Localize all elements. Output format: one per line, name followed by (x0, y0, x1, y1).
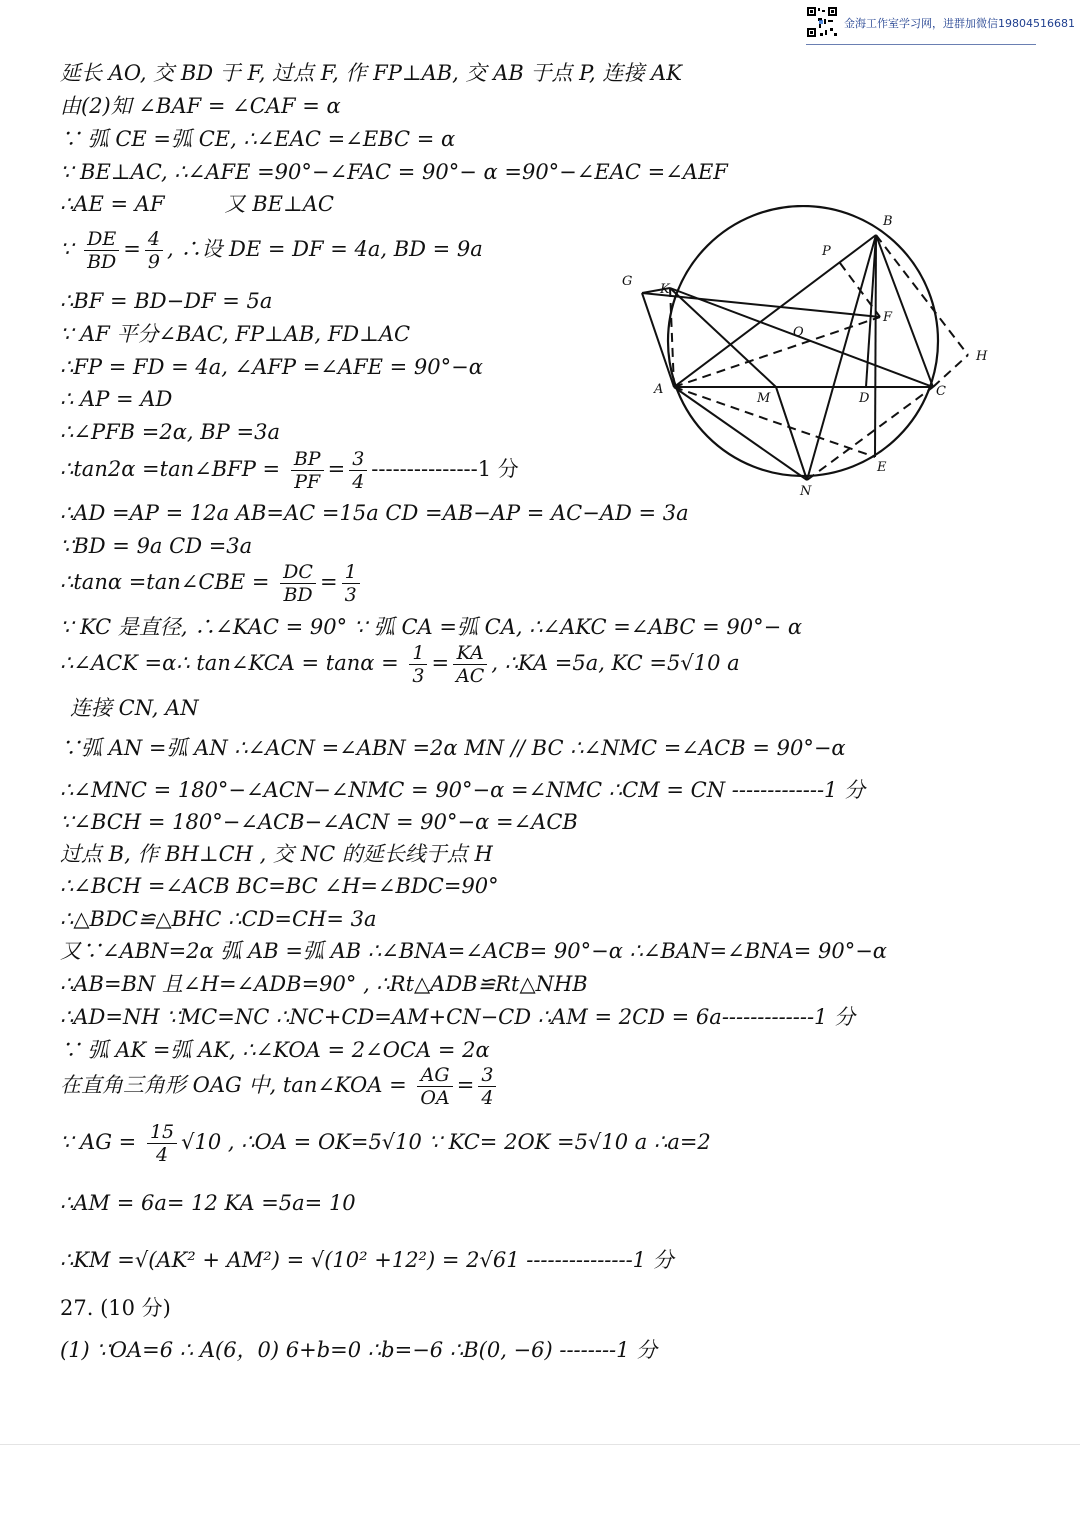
line-25: 又∵∠ABN=2α 弧 AB =弧 AB ∴∠BNA=∠ACB= 90°−α ∴∠BAN=∠BNA= 90°−α (60, 939, 887, 963)
fraction-bp-pf: $\frac{BP}{PF}$ (291, 448, 324, 493)
fraction-ka-ac: $\frac{KA}{AC}$ (453, 642, 487, 687)
label-k: K (660, 282, 670, 297)
header-text: 金海工作室学习网，进群加微信19804516681 (844, 17, 1075, 30)
label-f: F (883, 310, 893, 325)
fraction-de-bd: $\frac{DE}{BD}$ (84, 228, 119, 273)
line-26: ∴AB=BN 且∠H=∠ADB=90° , ∴Rt△ADB≌Rt△NHB (60, 972, 588, 996)
line-an (674, 387, 807, 480)
line-km (670, 288, 776, 387)
line-3: ∵ 弧 CE =弧 CE, ∴∠EAC =∠EBC = α (60, 127, 456, 151)
label-o: O (793, 325, 804, 340)
header-watermark (806, 6, 1075, 42)
line-bh-dashed (876, 235, 968, 355)
line-19: ∵弧 AN =弧 AN ∴∠ACN =∠ABN =2α MN // BC ∴∠NMC =∠ACB = 90°−α (60, 736, 846, 760)
line-15: ∴tanα =tan∠CBE = $\frac{DC}{BD}$ = $\frac{1}{3}$ (60, 561, 364, 606)
line-34: (1) ∵OA=6 ∴ A(6，0) 6+b=0 ∴b=−6 ∴B(0, −6) --------1 分 (60, 1338, 658, 1362)
line-29: 在直角三角形 OAG 中, tan∠KOA = $\frac{AG}{OA}$ = $\frac{3}{4}$ (60, 1064, 500, 1109)
line-17: ∴∠ACK =α∴ tan∠KCA = tanα = $\frac{1}{3}$ = $\frac{KA}{AC}$ , ∴KA =5a, KC =5√10 a (60, 642, 740, 687)
line-11: ∴∠PFB =2α, BP =3a (60, 420, 280, 444)
line-1: 延长 AO, 交 BD 于 F, 过点 F, 作 FP⊥AB, 交 AB 于点 P, 连接 AK (60, 61, 682, 85)
line-16: ∵ KC 是直径, ∴∠KAC = 90° ∵ 弧 CA =弧 CA, ∴∠AKC =∠ABC = 90°− α (60, 615, 803, 639)
qr-code-icon (806, 6, 838, 38)
label-c: C (936, 384, 946, 399)
line-14: ∵BD = 9a CD =3a (60, 534, 253, 558)
line-6-pre: ∵ (60, 237, 74, 261)
fraction-3-4b: $\frac{3}{4}$ (478, 1064, 496, 1109)
line-2: 由(2)知 ∠BAF = ∠CAF = α (60, 94, 341, 118)
line-9: ∴FP = FD = 4a, ∠AFP =∠AFE = 90°−α (60, 355, 483, 379)
label-g: G (622, 274, 633, 289)
line-10: ∴ AP = AD (60, 387, 173, 411)
line-31: ∴AM = 6a= 12 KA =5a= 10 (60, 1191, 356, 1215)
circle-o (668, 206, 938, 476)
line-5 (60, 191, 334, 217)
line-6-post: , ∴设 DE = DF = 4a, BD = 9a (166, 237, 483, 261)
score-mark: ---------------1 分 (371, 457, 519, 481)
line-28: ∵ 弧 AK =弧 AK, ∴∠KOA = 2∠OCA = 2α (60, 1038, 490, 1062)
fraction-3-4: $\frac{3}{4}$ (349, 448, 367, 493)
line-ba (674, 235, 876, 387)
line-20: ∴∠MNC = 180°−∠ACN−∠NMC = 90°−α =∠NMC ∴CM = CN -------------1 分 (60, 778, 866, 802)
fraction-ag-oa: $\frac{AG}{OA}$ (417, 1064, 452, 1109)
line-21: ∵∠BCH = 180°−∠ACB−∠ACN = 90°−α =∠ACB (60, 810, 578, 834)
line-be (875, 235, 876, 457)
line-ga (642, 293, 674, 387)
line-32: ∴KM =√(AK² + AM²) = √(10² +12²) = 2√61 ---------------1 分 (60, 1248, 674, 1272)
label-e: E (877, 460, 887, 475)
line-gf (642, 293, 880, 317)
label-a: A (654, 382, 664, 397)
line-22: 过点 B, 作 BH⊥CH , 交 NC 的延长线于点 H (60, 842, 493, 866)
fraction-4-9: $\frac{4}{9}$ (145, 228, 163, 273)
line-ae-dashed (674, 387, 875, 457)
geometry-figure (600, 205, 1000, 505)
line-ch-dashed (933, 355, 968, 387)
line-nc-dashed (807, 387, 933, 480)
line-23: ∴∠BCH =∠ACB BC=BC ∠H=∠BDC=90° (60, 874, 499, 898)
line-5-a: ∴AE = AF (60, 192, 165, 216)
fraction-dc-bd: $\frac{DC}{BD}$ (280, 561, 316, 606)
label-p: P (822, 244, 831, 259)
line-mn (776, 387, 807, 480)
line-18: 连接 CN, AN (70, 696, 199, 720)
header-divider (806, 44, 1036, 45)
label-h: H (976, 349, 988, 364)
question-27-heading: 27. (10 分) (60, 1296, 171, 1320)
fraction-1-3b: $\frac{1}{3}$ (409, 642, 427, 687)
line-8: ∵ AF 平分∠BAC, FP⊥AB, FD⊥AC (60, 322, 411, 346)
line-13: ∴AD =AP = 12a AB=AC =15a CD =AB−AP = AC−AD = 3a (60, 501, 689, 525)
label-n: N (800, 484, 812, 499)
line-6: ∵ $\frac{DE}{BD}$ = $\frac{4}{9}$ , ∴设 DE = DF = 4a, BD = 9a (60, 228, 483, 273)
line-24: ∴△BDC≌△BHC ∴CD=CH= 3a (60, 907, 377, 931)
fraction-1-3: $\frac{1}{3}$ (342, 561, 360, 606)
line-27: ∴AD=NH ∵MC=NC ∴NC+CD=AM+CN−CD ∴AM = 2CD = 6a-------------1 分 (60, 1005, 856, 1029)
label-m: M (757, 391, 771, 406)
footer-divider (0, 1444, 1080, 1445)
line-12: ∴tan2α =tan∠BFP = $\frac{BP}{PF}$ = $\frac{3}{4}$ ---------------1 分 (60, 448, 519, 493)
line-7: ∴BF = BD−DF = 5a (60, 289, 273, 313)
line-bn (807, 235, 876, 480)
line-5-b: 又 BE⊥AC (224, 192, 334, 216)
line-4: ∵ BE⊥AC, ∴∠AFE =90°−∠FAC = 90°− α =90°−∠EAC =∠AEF (60, 160, 728, 184)
label-d: D (859, 391, 870, 406)
fraction-15-4: $\frac{15}{4}$ (147, 1121, 177, 1166)
label-b: B (883, 214, 893, 229)
line-30: ∵ AG = $\frac{15}{4}$ √10 , ∴OA = OK=5√10 ∵ KC= 2OK =5√10 a ∴a=2 (60, 1121, 711, 1166)
